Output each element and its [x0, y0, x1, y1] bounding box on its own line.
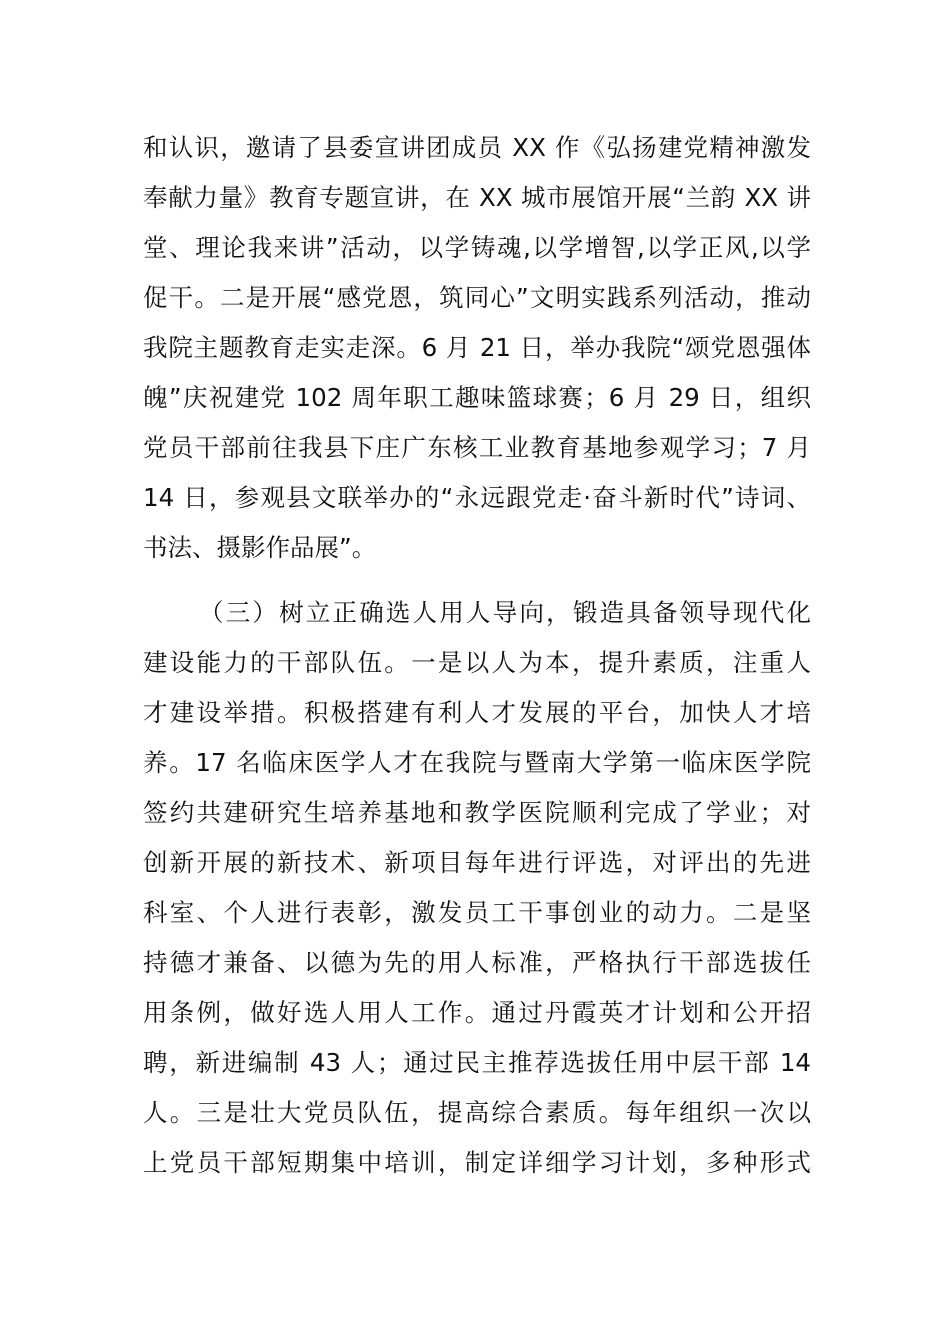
paragraph-2-line-10: 聘，新进编制 43 人；通过民主推荐选拔任用中层干部 14 [143, 1048, 811, 1077]
paragraph-2-line-1: （三）树立正确选人用人导向，锻造具备领导现代化 [199, 598, 811, 627]
paragraph-1-line-1: 和认识，邀请了县委宣讲团成员 XX 作《弘扬建党精神激发 [143, 133, 811, 162]
paragraph-1-line-8: 14 日，参观县文联举办的“永远跟党走·奋斗新时代”诗词、 [143, 483, 811, 512]
paragraph-1-line-7: 党员干部前往我县下庄广东核工业教育基地参观学习；7 月 [143, 433, 811, 462]
paragraph-1-line-2: 奉献力量》教育专题宣讲，在 XX 城市展馆开展“兰韵 XX 讲 [143, 183, 811, 212]
paragraph-1-line-3: 堂、理论我来讲”活动，以学铸魂,以学增智,以学正风,以学 [143, 233, 811, 262]
paragraph-2 [143, 588, 811, 1188]
paragraph-2-line-2: 建设能力的干部队伍。一是以人为本，提升素质，注重人 [143, 648, 811, 677]
paragraph-2-line-9: 用条例，做好选人用人工作。通过丹霞英才计划和公开招 [143, 998, 811, 1027]
paragraph-2-line-4: 养。17 名临床医学人才在我院与暨南大学第一临床医学院 [143, 748, 811, 777]
paragraph-1-line-4: 促干。二是开展“感党恩，筑同心”文明实践系列活动，推动 [143, 283, 811, 312]
paragraph-2-line-6: 创新开展的新技术、新项目每年进行评选，对评出的先进 [143, 848, 811, 877]
paragraph-2-line-11: 人。三是壮大党员队伍，提高综合素质。每年组织一次以 [143, 1098, 811, 1127]
paragraph-1-line-5: 我院主题教育走实走深。6 月 21 日，举办我院“颂党恩强体 [143, 333, 811, 362]
paragraph-1 [143, 123, 811, 573]
paragraph-2-line-5: 签约共建研究生培养基地和教学医院顺利完成了学业；对 [143, 798, 811, 827]
paragraph-2-line-7: 科室、个人进行表彰，激发员工干事创业的动力。二是坚 [143, 898, 811, 927]
paragraph-2-line-8: 持德才兼备、以德为先的用人标准，严格执行干部选拔任 [143, 948, 811, 977]
paragraph-2-line-12: 上党员干部短期集中培训，制定详细学习计划，多种形式 [143, 1148, 811, 1177]
paragraph-1-line-6: 魄”庆祝建党 102 周年职工趣味篮球赛；6 月 29 日，组织 [143, 383, 811, 412]
paragraph-2-line-3: 才建设举措。积极搭建有利人才发展的平台，加快人才培 [143, 698, 811, 727]
paragraph-1-line-9: 书法、摄影作品展”。 [143, 533, 377, 562]
